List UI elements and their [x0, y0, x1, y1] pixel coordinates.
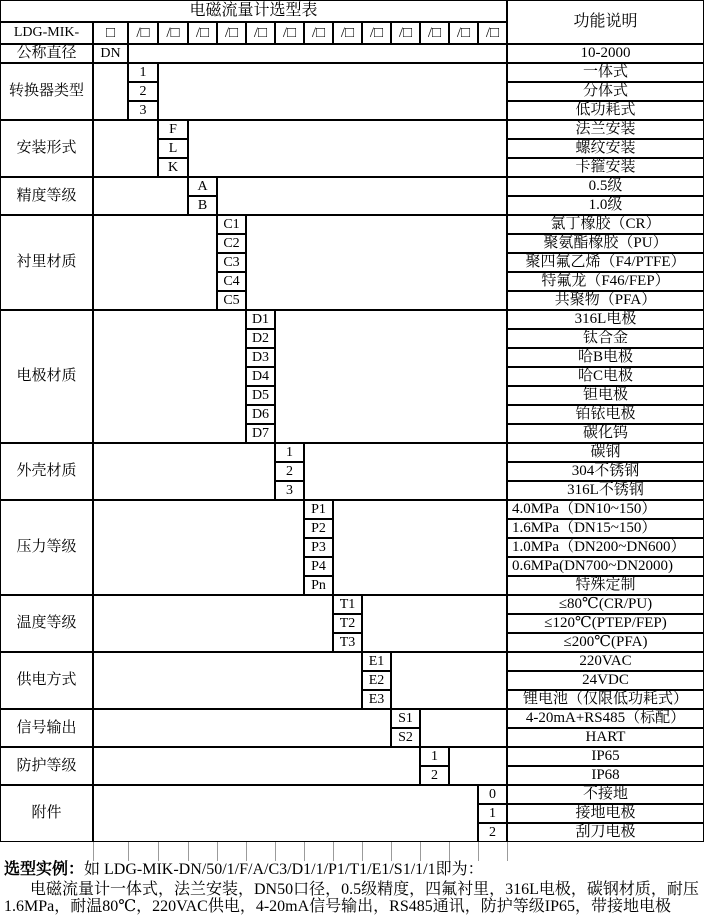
- selection-example-line: [4, 862, 484, 878]
- code-cell: DN: [93, 44, 128, 63]
- spacer-cell: [188, 120, 507, 177]
- empty-row-gridline: [420, 842, 421, 861]
- empty-row-gridline: [217, 842, 218, 861]
- code-cell: T3: [333, 633, 362, 652]
- empty-row-gridline: [478, 842, 479, 861]
- spacer-cell: [391, 652, 507, 709]
- code-cell: 2: [275, 462, 304, 481]
- desc-cell: 10-2000: [507, 44, 704, 63]
- empty-row-gridline: [362, 842, 363, 861]
- desc-cell: 钽电极: [507, 386, 704, 405]
- desc-cell: 聚氨酯橡胶（PU）: [507, 234, 704, 253]
- model-code-box: /□: [420, 22, 449, 44]
- spacer-cell: [158, 63, 507, 120]
- section-label: 供电方式: [0, 652, 93, 709]
- desc-cell: 刮刀电极: [507, 823, 704, 842]
- code-cell: C3: [217, 253, 246, 272]
- model-code-box: /□: [333, 22, 362, 44]
- model-first-code-box: □: [93, 22, 128, 44]
- spacer-cell: [93, 215, 217, 310]
- desc-cell: 0.6MPa(DN700~DN2000): [507, 557, 704, 576]
- model-code-box: /□: [391, 22, 420, 44]
- desc-cell: ≤120℃(PTEP/FEP): [507, 614, 704, 633]
- code-cell: A: [188, 177, 217, 196]
- model-code-box: /□: [246, 22, 275, 44]
- model-prefix: LDG-MIK-: [0, 22, 93, 44]
- desc-cell: 接地电极: [507, 804, 704, 823]
- desc-cell: 螺纹安装: [507, 139, 704, 158]
- section-label: 温度等级: [0, 595, 93, 652]
- code-cell: C5: [217, 291, 246, 310]
- spacer-cell: [128, 44, 507, 63]
- desc-cell: 碳化钨: [507, 424, 704, 443]
- desc-cell: 聚四氟乙烯（F4/PTFE）: [507, 253, 704, 272]
- selection-example-model-string: 如 LDG-MIK-DN/50/1/F/A/C3/D1/1/P1/T1/E1/S1/1/1即为：: [84, 861, 484, 878]
- code-cell: C1: [217, 215, 246, 234]
- spacer-cell: [93, 500, 304, 595]
- selection-example-description-line1: 电磁流量计一体式，法兰安装，DN50口径，0.5级精度，四氟衬里，316L电极，碳钢材质，耐压: [30, 881, 699, 898]
- model-code-box: /□: [275, 22, 304, 44]
- code-cell: 1: [478, 804, 507, 823]
- desc-cell: 4.0MPa（DN10~150）: [507, 500, 704, 519]
- desc-cell: 24VDC: [507, 671, 704, 690]
- desc-cell: 不接地: [507, 785, 704, 804]
- code-cell: 3: [128, 101, 158, 120]
- code-cell: D5: [246, 386, 275, 405]
- empty-row-gridline: [246, 842, 247, 861]
- desc-cell: 4-20mA+RS485（标配）: [507, 709, 704, 728]
- code-cell: T1: [333, 595, 362, 614]
- selection-example-description-line2: 1.6MPa，耐温80℃，220VAC供电，4-20mA信号输出，RS485通讯，防护等级IP65，带接地电极: [4, 898, 671, 915]
- spacer-cell: [93, 785, 478, 842]
- spacer-cell: [420, 709, 507, 747]
- code-cell: 0: [478, 785, 507, 804]
- desc-cell: ≤80℃(CR/PU): [507, 595, 704, 614]
- desc-cell: 特殊定制: [507, 576, 704, 595]
- code-cell: 1: [275, 443, 304, 462]
- empty-row-gridline: [188, 842, 189, 861]
- code-cell: L: [158, 139, 188, 158]
- model-code-box: /□: [128, 22, 158, 44]
- selection-example-heading: 选型实例：: [4, 861, 85, 878]
- code-cell: 1: [128, 63, 158, 82]
- empty-row-gridline: [304, 842, 305, 861]
- code-cell: C2: [217, 234, 246, 253]
- model-code-box: /□: [362, 22, 391, 44]
- desc-cell: 哈C电极: [507, 367, 704, 386]
- spacer-cell: [93, 747, 420, 785]
- desc-cell: 1.0级: [507, 196, 704, 215]
- spacer-cell: [93, 177, 188, 215]
- code-cell: E1: [362, 652, 391, 671]
- code-cell: E2: [362, 671, 391, 690]
- code-cell: D3: [246, 348, 275, 367]
- empty-row-gridline: [158, 842, 159, 861]
- section-label: 防护等级: [0, 747, 93, 785]
- code-cell: D1: [246, 310, 275, 329]
- function-column-header: 功能说明: [507, 0, 704, 44]
- spacer-cell: [246, 215, 507, 310]
- desc-cell: IP68: [507, 766, 704, 785]
- desc-cell: 0.5级: [507, 177, 704, 196]
- code-cell: P1: [304, 500, 333, 519]
- section-label: 外壳材质: [0, 443, 93, 500]
- model-code-box: /□: [158, 22, 188, 44]
- code-cell: Pn: [304, 576, 333, 595]
- empty-row-gridline: [333, 842, 334, 861]
- section-label: 压力等级: [0, 500, 93, 595]
- code-cell: E3: [362, 690, 391, 709]
- spacer-cell: [93, 310, 246, 443]
- code-cell: K: [158, 158, 188, 177]
- spacer-cell: [449, 747, 507, 785]
- model-code-box: /□: [478, 22, 507, 44]
- code-cell: P2: [304, 519, 333, 538]
- empty-row-gridline: [449, 842, 450, 861]
- desc-cell: 卡箍安装: [507, 158, 704, 177]
- spacer-cell: [362, 595, 507, 652]
- spacer-cell: [93, 63, 128, 120]
- code-cell: P3: [304, 538, 333, 557]
- desc-cell: 316L电极: [507, 310, 704, 329]
- code-cell: D6: [246, 405, 275, 424]
- code-cell: B: [188, 196, 217, 215]
- empty-row-gridline: [391, 842, 392, 861]
- spacer-cell: [333, 500, 507, 595]
- section-label: 公称直径: [0, 44, 93, 63]
- code-cell: 1: [420, 747, 449, 766]
- desc-cell: 304不锈钢: [507, 462, 704, 481]
- code-cell: F: [158, 120, 188, 139]
- code-cell: T2: [333, 614, 362, 633]
- desc-cell: 锂电池（仅限低功耗式）: [507, 690, 704, 709]
- spacer-cell: [93, 709, 391, 747]
- code-cell: 2: [478, 823, 507, 842]
- model-code-box: /□: [188, 22, 217, 44]
- section-label: 信号输出: [0, 709, 93, 747]
- desc-cell: 220VAC: [507, 652, 704, 671]
- code-cell: S2: [391, 728, 420, 747]
- desc-cell: 1.0MPa（DN200~DN600）: [507, 538, 704, 557]
- model-code-box: /□: [217, 22, 246, 44]
- desc-cell: ≤200℃(PFA): [507, 633, 704, 652]
- desc-cell: 氯丁橡胶（CR）: [507, 215, 704, 234]
- desc-cell: 特氟龙（F46/FEP）: [507, 272, 704, 291]
- code-cell: P4: [304, 557, 333, 576]
- spacer-cell: [304, 443, 507, 500]
- model-code-box: /□: [304, 22, 333, 44]
- empty-row-gridline: [507, 842, 508, 861]
- empty-row-gridline: [128, 842, 129, 861]
- section-label: 电极材质: [0, 310, 93, 443]
- desc-cell: 1.6MPa（DN15~150）: [507, 519, 704, 538]
- code-cell: 2: [420, 766, 449, 785]
- desc-cell: 钛合金: [507, 329, 704, 348]
- desc-cell: 316L不锈钢: [507, 481, 704, 500]
- section-label: 安装形式: [0, 120, 93, 177]
- spacer-cell: [275, 310, 507, 443]
- section-label: 精度等级: [0, 177, 93, 215]
- code-cell: D7: [246, 424, 275, 443]
- code-cell: D2: [246, 329, 275, 348]
- section-label: 衬里材质: [0, 215, 93, 310]
- spacer-cell: [217, 177, 507, 215]
- desc-cell: HART: [507, 728, 704, 747]
- table-title: 电磁流量计选型表: [0, 0, 507, 22]
- section-label: 附件: [0, 785, 93, 842]
- desc-cell: 低功耗式: [507, 101, 704, 120]
- code-cell: D4: [246, 367, 275, 386]
- section-label: 转换器类型: [0, 63, 93, 120]
- desc-cell: 共聚物（PFA）: [507, 291, 704, 310]
- desc-cell: IP65: [507, 747, 704, 766]
- desc-cell: 法兰安装: [507, 120, 704, 139]
- desc-cell: 一体式: [507, 63, 704, 82]
- desc-cell: 分体式: [507, 82, 704, 101]
- code-cell: 3: [275, 481, 304, 500]
- empty-row-gridline: [275, 842, 276, 861]
- desc-cell: 铂铱电极: [507, 405, 704, 424]
- code-cell: 2: [128, 82, 158, 101]
- desc-cell: 哈B电极: [507, 348, 704, 367]
- spacer-cell: [93, 120, 158, 177]
- spacer-cell: [93, 595, 333, 652]
- spacer-cell: [93, 652, 362, 709]
- model-code-box: /□: [449, 22, 478, 44]
- code-cell: C4: [217, 272, 246, 291]
- desc-cell: 碳钢: [507, 443, 704, 462]
- empty-row-gridline: [93, 842, 94, 861]
- spacer-cell: [93, 443, 275, 500]
- code-cell: S1: [391, 709, 420, 728]
